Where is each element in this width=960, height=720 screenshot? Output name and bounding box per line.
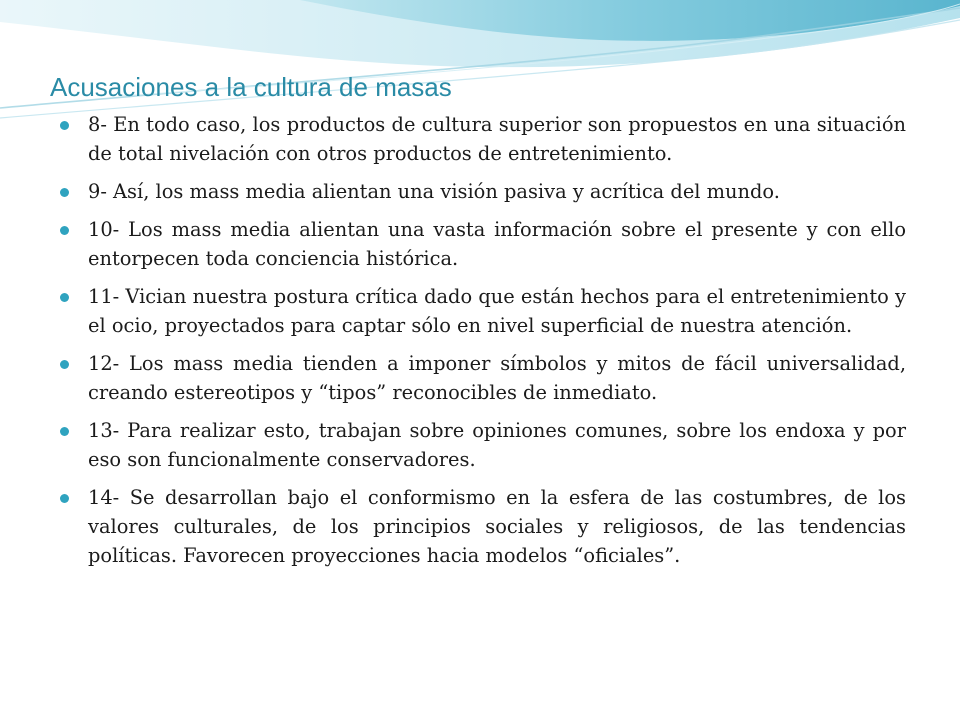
bullet-dot-icon [60,226,69,235]
bullet-dot-icon [60,360,69,369]
bullet-item [60,349,906,407]
bullet-item [60,215,906,273]
bullet-dot-icon [60,188,69,197]
bullet-text: 9- Así, los mass media alientan una visión pasiva y acrítica del mundo. [88,180,780,203]
bullet-list [60,110,906,570]
bullet-dot-icon [60,293,69,302]
bullet-text: 12- Los mass media tienden a imponer símbolos y mitos de fácil universalidad, creando estereotipos y “tipos” reconocibles de inmediato. [88,352,906,404]
bullet-dot-icon [60,427,69,436]
bullet-item [60,483,906,570]
bullet-item [60,177,906,206]
bullet-item [60,110,906,168]
bullet-text: 11- Vician nuestra postura crítica dado que están hechos para el entretenimiento y el ocio, proyectados para captar sólo en nivel superficial de nuestra atención. [88,285,906,337]
bullet-dot-icon [60,121,69,130]
slide-title: Acusaciones a la cultura de masas [50,72,452,102]
bullet-item [60,282,906,340]
bullet-dot-icon [60,494,69,503]
bullet-text: 13- Para realizar esto, trabajan sobre opiniones comunes, sobre los endoxa y por eso son funcionalmente conservadores. [88,419,906,471]
bullet-text: 8- En todo caso, los productos de cultura superior son propuestos en una situación de total nivelación con otros productos de entretenimiento. [88,113,906,165]
bullet-item [60,416,906,474]
bullet-text: 14- Se desarrollan bajo el conformismo en la esfera de las costumbres, de los valores culturales, de los principios sociales y religiosos, de las tendencias políticas. Favorecen proyecciones hacia modelos “oficiales”. [88,486,906,567]
bullet-text: 10- Los mass media alientan una vasta información sobre el presente y con ello entorpecen toda conciencia histórica. [88,218,906,270]
